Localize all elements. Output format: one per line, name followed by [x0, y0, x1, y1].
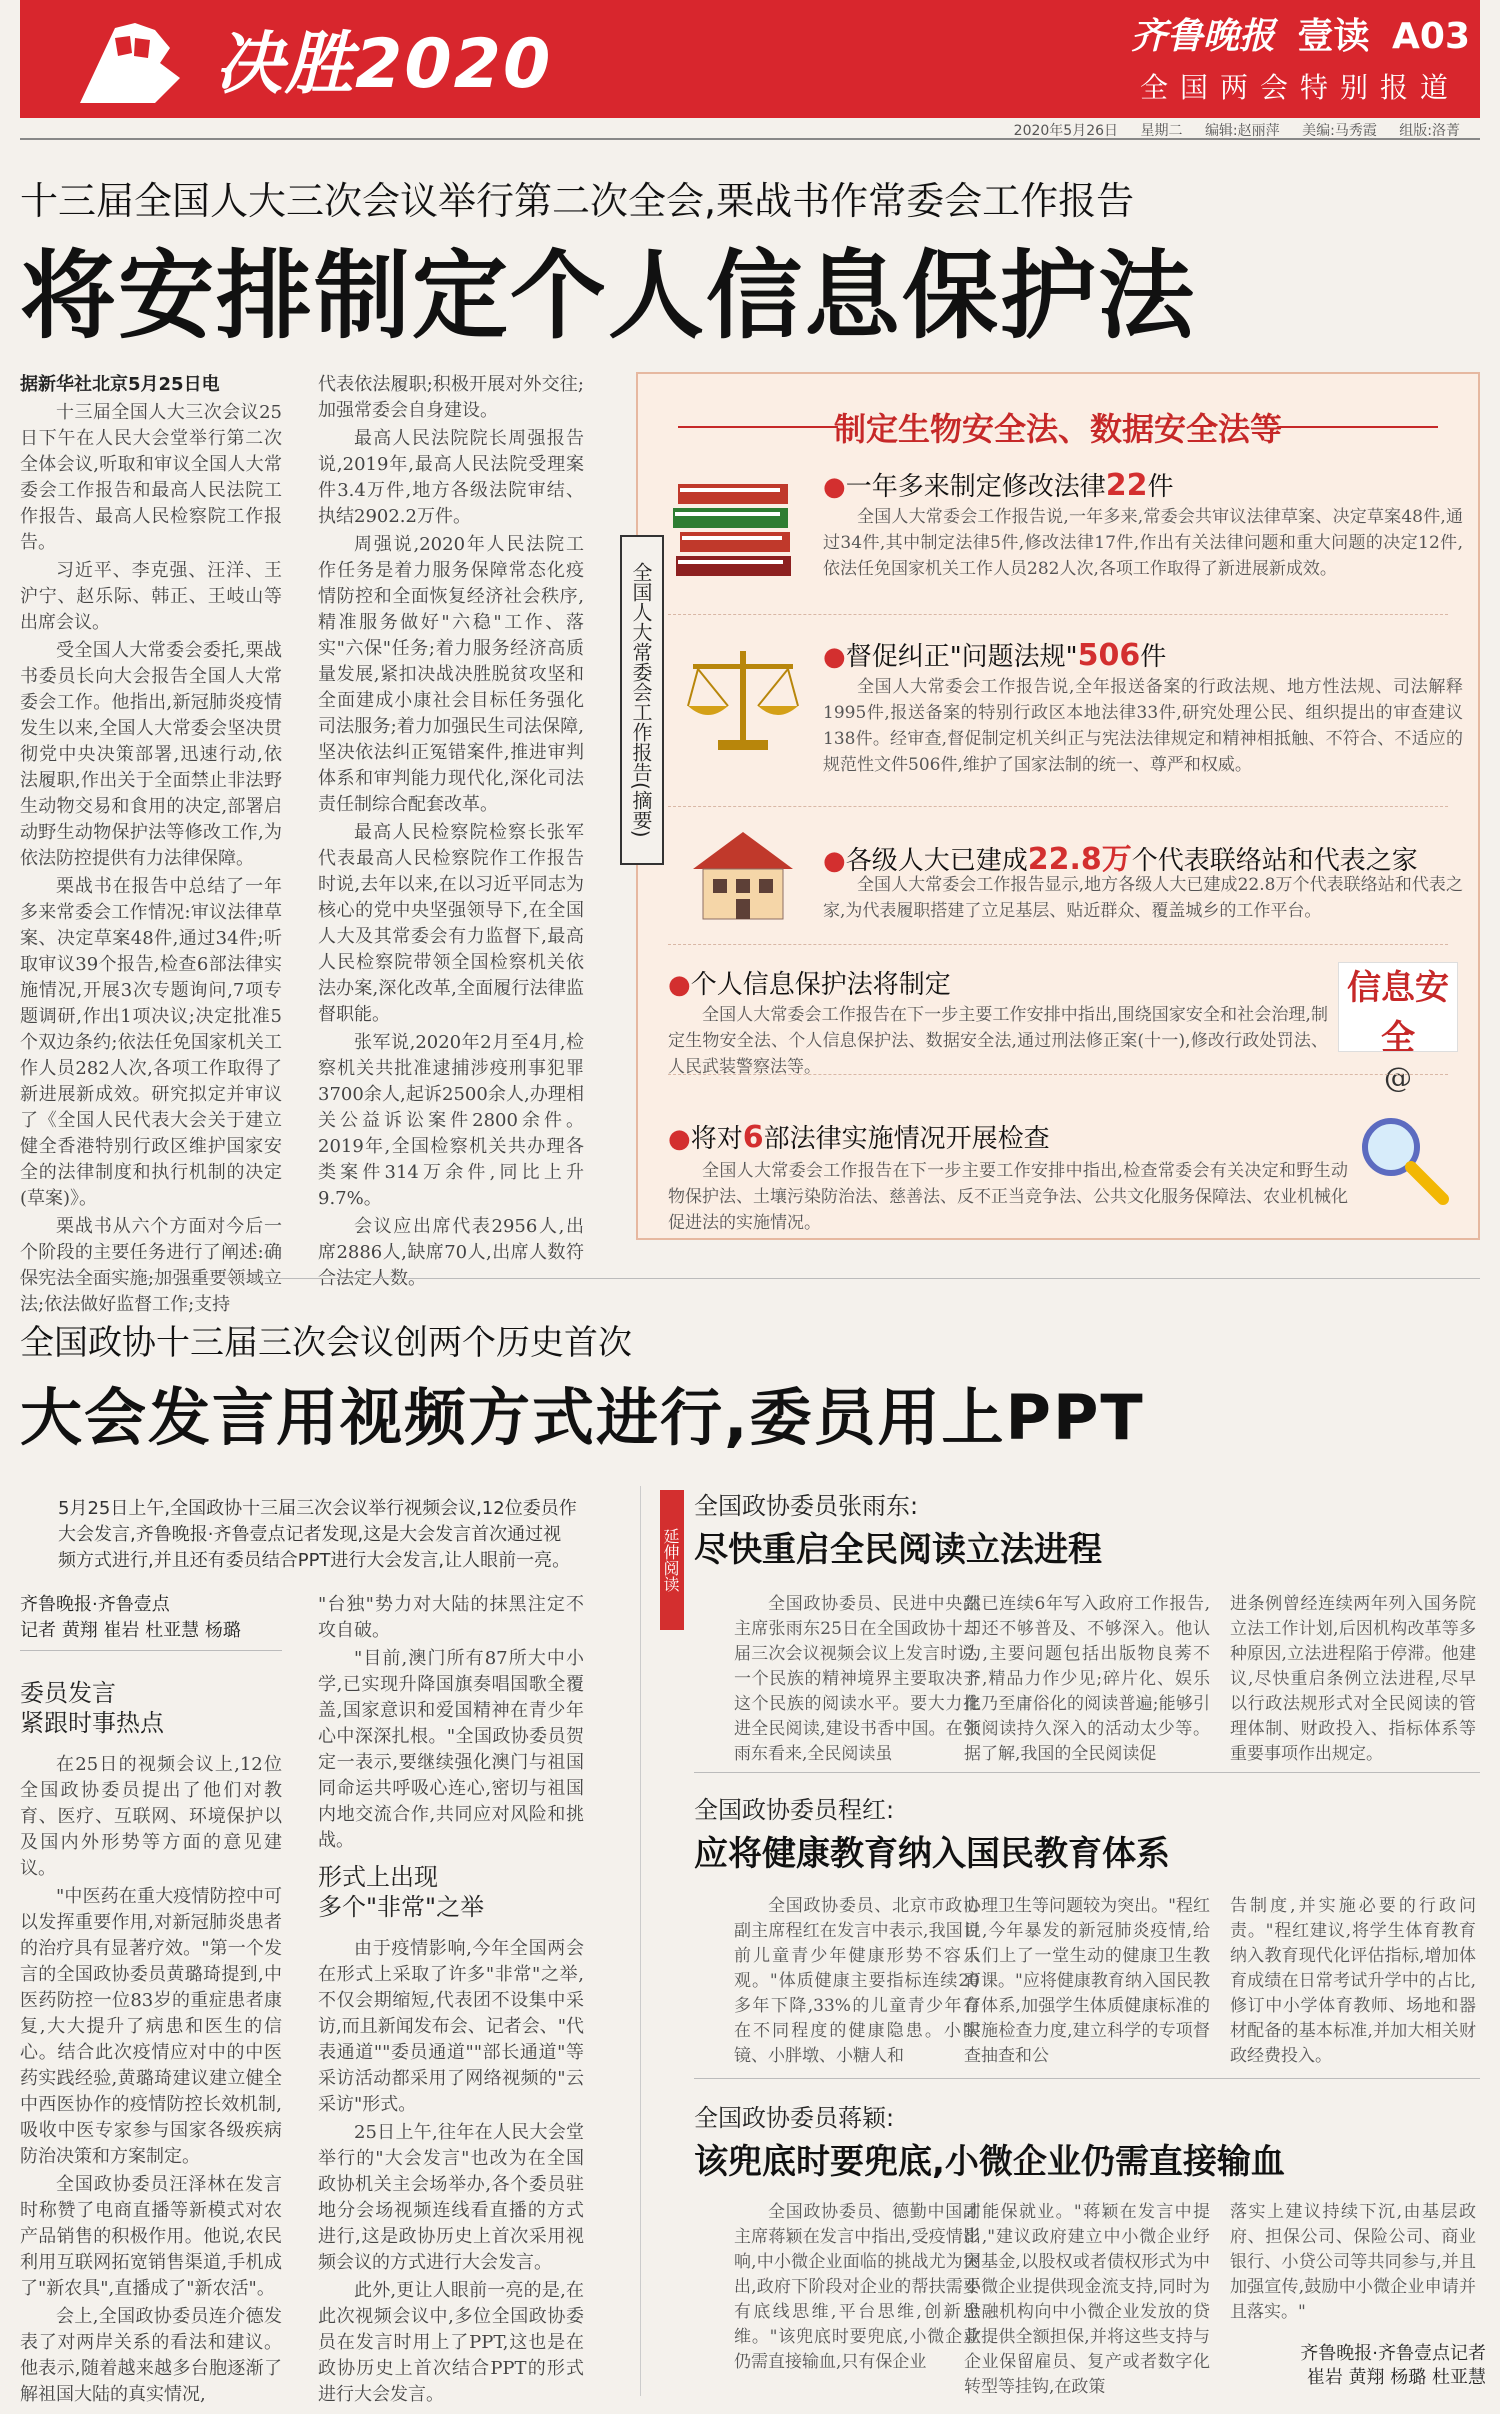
weekday: 星期二: [1140, 123, 1183, 139]
story1-kicker: 十三届全国人大三次会议举行第二次全会,栗战书作常委会工作报告: [20, 179, 1135, 223]
item-body: 全国人大常委会工作报告显示,地方各级人大已建成22.8万个代表联络站和代表之家,为代表履职搭建了立足基层、贴近群众、覆盖城乡的工作平台。: [823, 875, 1463, 921]
byline-outlet: 齐鲁晚报·齐鲁壹点: [20, 1594, 170, 1615]
item-heading: ●督促纠正"问题法规"506件: [823, 638, 1167, 673]
story1-column-2: [318, 372, 584, 1289]
masthead-subtitle: 全国两会特别报道: [1139, 71, 1460, 104]
item-heading: ●各级人大已建成22.8万个代表联络站和代表之家: [823, 842, 1418, 877]
art-editor: 美编:马秀霞: [1302, 123, 1377, 139]
paragraph: 在25日的视频会议上,12位全国政协委员提出了他们对教育、医疗、互联网、环境保护以及国内外形势等方面的意见建议。: [20, 1754, 282, 1879]
paragraph: "目前,澳门所有87所大中小学,已实现升降国旗奏唱国歌全覆盖,国家意识和爱国精神在青少年心中深深扎根。"全国政协委员贺定一表示,要继续强化澳门与祖国同命运共呼吸心连心,密切与祖国内地交流合作,共同应对风险和挑战。: [318, 1648, 584, 1851]
scales-of-justice-icon: [678, 636, 808, 756]
separator: [668, 614, 1448, 615]
paragraph: 受全国人大常委会委托,栗战书委员长向大会报告全国人大常委会工作。他指出,新冠肺炎疫情发生以来,全国人大常委会坚决贯彻党中央决策部署,迅速行动,依法履职,作出关于全面禁止非法野生动物交易和食用的决定,部署启动野生动物保护法等修改工作,为依法防控提供有力法律保障。: [20, 640, 282, 869]
info-security-badge: [1338, 962, 1458, 1094]
paragraph: 周强说,2020年人民法院工作任务是着力服务保障常态化疫情防控和全面恢复经济社会秩序,精准服务做好"六稳"工作、落实"六保"任务;着力服务经济高质量发展,紧扣决战决胜脱贫攻坚和全面建成小康社会目标任务强化司法服务;着力加强民生司法保障,坚决依法纠正冤错案件,推进审判体系和审判能力现代化,深化司法责任制综合配套改革。: [318, 534, 584, 815]
paragraph: "中医药在重大疫情防控中可以发挥重要作用,对新冠肺炎患者的治疗具有显著疗效。"第一个发言的全国政协委员黄璐琦提到,中医药防控一位83岁的重症患者康复,大大提升了病患和医生的信心。结合此次疫情应对中的中医药实践经验,黄璐琦建议建立健全中西医协作的疫情防控长效机制,吸收中医专家参与国家各级疾病防治决策和方案制定。: [20, 1886, 282, 2167]
sidebar-headline: 尽快重启全民阅读立法进程: [694, 1530, 1102, 1570]
extended-reading-tag: 延伸阅读: [660, 1490, 684, 1630]
item-body: 全国人大常委会工作报告说,全年报送备案的行政法规、地方性法规、司法解释1995件,报送备案的特别行政区本地法律33件,研究处理公民、组织提出的审查建议138件。经审查,督促制定机关纠正与宪法法律规定和精神相抵触、不符合、不适应的规范性文件506件,维护了国家法制的统一、尊严和权威。: [823, 677, 1463, 775]
at-sign-icon: @: [1384, 1061, 1412, 1094]
item-heading: ●个人信息保护法将制定: [668, 970, 951, 1000]
story2-byline: [20, 1592, 300, 1644]
sidebar-divider: [694, 1772, 1480, 1773]
story1-headline: 将安排制定个人信息保护法: [20, 240, 1196, 352]
magnifier-icon: [1353, 1109, 1453, 1209]
masthead: [20, 0, 1480, 118]
paragraph: 十三届全国人大三次会议25日下午在人民大会堂举行第二次全体会议,听取和审议全国人大常委会工作报告和最高人民法院工作报告、最高人民检察院工作报告。: [20, 402, 282, 553]
paragraph: 全国政协委员汪泽林在发言时称赞了电商直播等新模式对农产品销售的积极作用。他说,农民利用互联网拓宽销售渠道,手机成了"新农具",直播成了"新农活"。: [20, 2174, 282, 2299]
item-heading: ●将对6部法律实施情况开展检查: [668, 1120, 1050, 1155]
vertical-section-label: 全国人大常委会工作报告(摘要): [620, 535, 664, 865]
books-icon: [668, 474, 808, 584]
paragraph: "台独"势力对大陆的抹黑注定不攻自破。: [318, 1594, 584, 1641]
column-divider: [640, 1486, 641, 2396]
sidebar-kicker: 全国政协委员蒋颖:: [694, 2104, 895, 2132]
section-name: 壹读: [1297, 16, 1370, 57]
paragraph: 最高人民检察院检察长张军代表最高人民检察院作工作报告时说,去年以来,在以习近平同志为核心的党中央坚强领导下,在全国人大及其常委会有力监督下,最高人民检察院带领全国检察机关依法办案,深化改革,全面履行法律监督职能。: [318, 822, 584, 1025]
item-heading: ●一年多来制定修改法律22件: [823, 468, 1174, 503]
story2-headline: 大会发言用视频方式进行,委员用上PPT: [20, 1381, 1145, 1454]
story2-column-2a: [318, 1592, 584, 1852]
sidebar-kicker: 全国政协委员程红:: [694, 1796, 895, 1824]
separator: [668, 944, 1448, 945]
story2-kicker: 全国政协十三届三次会议创两个历史首次: [20, 1323, 632, 1363]
paragraph: 栗战书在报告中总结了一年多来常委会工作情况:审议法律草案、决定草案48件,通过34件;听取审议39个报告,检查6部法律实施情况,开展3次专题询问,7项专题调研,作出1项决议;决定批准5个双边条约;依法任免国家机关工作人员282人次,各项工作取得了新进展新成效。研究拟定并审议了《全国人民代表大会关于建立健全香港特别行政区维护国家安全的法律制度和执行机制的决定(草案)》。: [20, 876, 282, 1209]
sidebar-credit: 齐鲁晚报·齐鲁壹点记者 崔岩 黄翔 杨璐 杜亚慧: [1300, 2343, 1486, 2388]
paragraph: 栗战书从六个方面对今后一个阶段的主要任务进行了阐述:确保宪法全面实施;加强重要领域立法;依法做好监督工作;支持: [20, 1216, 282, 1315]
paragraph: 代表依法履职;积极开展对外交往;加强常委会自身建设。: [318, 374, 584, 421]
issue-date: 2020年5月26日: [1013, 123, 1119, 139]
sidebar-column: 落实上建议持续下沉,由基层政府、担保公司、保险公司、商业银行、小贷公司等共同参与,并且加强宣传,鼓励中小微企业申请并且落实。": [1230, 2202, 1476, 2322]
layout-editor: 组版:洛菁: [1399, 123, 1460, 139]
story1-column-1: [20, 372, 282, 1315]
sidebar-column: 全国政协委员、德勤中国副主席蒋颖在发言中指出,受疫情影响,中小微企业面临的挑战尤为突出,政府下阶段对企业的帮扶需要有底线思维,平台思维,创新思维。"该兜底时要兜底,小微企业仍需直接输血,只有保企业: [734, 2202, 980, 2372]
sidebar-column: 全国政协委员、民进中央副主席张雨东25日在全国政协十三届三次会议视频会议上发言时说,一个民族的精神境界主要取决于这个民族的阅读水平。要大力推进全民阅读,建设书香中国。在张雨东看来,全民阅读虽: [734, 1594, 980, 1764]
sidebar-headline: 应将健康教育纳入国民教育体系: [694, 1834, 1170, 1874]
house-icon: [688, 824, 798, 924]
item-body: 全国人大常委会工作报告说,一年多来,常委会共审议法律草案、决定草案48件,通过34件,其中制定法律5件,修改法律17件,作出有关法律问题和重大问题的决定12件,依法任免国家机关工作人员282人次,各项工作取得了新进展新成效。: [823, 507, 1463, 579]
paragraph: 此外,更让人眼前一亮的是,在此次视频会议中,多位全国政协委员在发言时用上了PPT,这也是在政协历史上首次结合PPT的形式进行大会发言。: [318, 2280, 584, 2405]
paragraph: 25日上午,往年在人民大会堂举行的"大会发言"也改为在全国政协机关主会场举办,各个委员驻地分会场视频连线看直播的方式进行,这是政协历史上首次采用视频会议的方式进行大会发言。: [318, 2122, 584, 2273]
item-body: 全国人大常委会工作报告在下一步主要工作安排中指出,围绕国家安全和社会治理,制定生物安全法、个人信息保护法、数据安全法,通过刑法修正案(十一),修改行政处罚法、人民武装警察法等。: [668, 1005, 1328, 1077]
story2-subhead-2: 形式上出现 多个"非常"之举: [318, 1863, 485, 1921]
sidebar-column: 告制度,并实施必要的行政问责。"程红建议,将学生体育教育纳入教育现代化评估指标,增加体育成绩在日常考试升学中的占比,修订中小学体育教师、场地和器材配备的基本标准,并加大相关财政经费投入。: [1230, 1896, 1476, 2066]
paragraph: 会议应出席代表2956人,出席2886人,缺席70人,出席人数符合法定人数。: [318, 1216, 584, 1289]
item-body: 全国人大常委会工作报告在下一步主要工作安排中指出,检查常委会有关决定和野生动物保护法、土壤污染防治法、慈善法、反不正当竞争法、公共文化服务保障法、农业机械化促进法的实施情况。: [668, 1161, 1348, 1233]
masthead-right: [1131, 8, 1470, 59]
sidebar-column: 全国政协委员、北京市政协副主席程红在发言中表示,我国目前儿童青少年健康形势不容乐观。"体质健康主要指标连续20多年下降,33%的儿童青少年存在不同程度的健康隐患。小眼镜、小胖墩、小糖人和: [734, 1896, 980, 2066]
editor: 编辑:赵丽萍: [1204, 123, 1280, 139]
byline-reporters: 记者 黄翔 崔岩 杜亚慧 杨璐: [20, 1620, 241, 1641]
story2-column-2b: [318, 1936, 584, 2405]
paragraph: 由于疫情影响,今年全国两会在形式上采取了许多"非常"之举,不仅会期缩短,代表团不设集中采访,而且新闻发布会、记者会、"代表通道""委员通道""部长通道"等采访活动都采用了网络视频的"云采访"形式。: [318, 1938, 584, 2115]
story2-lead: 5月25日上午,全国政协十三届三次会议举行视频会议,12位委员作大会发言,齐鲁晚报·齐鲁壹点记者发现,这是大会发言首次通过视频方式进行,并且还有委员结合PPT进行大会发言,让人眼前一亮。: [58, 1498, 577, 1571]
sidebar-column: 进条例曾经连续两年列入国务院立法工作计划,后因机构改革等多种原因,立法进程陷于停滞。他建议,尽快重启条例立法进程,尽早以行政法规形式对全民阅读的管理体制、财政投入、指标体系等重要事项作出规定。: [1230, 1594, 1476, 1764]
paragraph: 会上,全国政协委员连介德发表了对两岸关系的看法和建议。他表示,随着越来越多台胞逐渐了解祖国大陆的真实情况,: [20, 2306, 282, 2405]
paragraph: 最高人民法院院长周强报告说,2019年,最高人民法院受理案件3.4万件,地方各级法院审结、执结2902.2万件。: [318, 428, 584, 527]
dateline: [20, 120, 1480, 140]
sidebar-column: 然已连续6年写入政府工作报告,却还不够普及、不够深入。他认为,主要问题包括出版物良莠不齐,精品力作少见;碎片化、娱乐化乃至庸俗化的阅读普遍;能够引领阅读持久深入的活动太少等。据了解,我国的全民阅读促: [964, 1594, 1210, 1764]
paragraph: 张军说,2020年2月至4月,检察机关共批准逮捕涉疫刑事犯罪3700余人,起诉2500余人,办理相关公益诉讼案件2800余件。2019年,全国检察机关共办理各类案件314万余件,同比上升9.7%。: [318, 1032, 584, 1209]
badge-text: 信息安全: [1347, 968, 1449, 1058]
sidebar-divider: [694, 2078, 1480, 2079]
fist-logo-icon: [60, 8, 210, 112]
separator: [668, 806, 1448, 807]
byline-rule: [20, 1650, 282, 1651]
story2-subhead-1: 委员发言 紧跟时事热点: [20, 1679, 164, 1737]
sidebar-column: 心理卫生等问题较为突出。"程红说,今年暴发的新冠肺炎疫情,给人们上了一堂生动的健康卫生教育课。"应将健康教育纳入国民教育体系,加强学生体质健康标准的实施检查力度,建立科学的专项督查抽查和公: [964, 1896, 1210, 2066]
story1-dateline: 据新华社北京5月25日电: [20, 374, 220, 395]
paper-name: 齐鲁晚报: [1130, 15, 1275, 57]
sidebar-headline: 该兜底时要兜底,小微企业仍需直接输血: [694, 2142, 1285, 2182]
masthead-title: 决胜2020: [215, 25, 553, 104]
story2-column-1: [20, 1752, 282, 2405]
infobox-title: 制定生物安全法、数据安全法等: [833, 410, 1282, 448]
paragraph: 习近平、李克强、汪洋、王沪宁、赵乐际、韩正、王岐山等出席会议。: [20, 560, 282, 633]
section-divider: [20, 1278, 1480, 1279]
page-number: A03: [1392, 16, 1470, 57]
sidebar-kicker: 全国政协委员张雨东:: [694, 1492, 919, 1520]
infobox: [636, 372, 1480, 1240]
sidebar-column: 才能保就业。"蒋颖在发言中提出,"建议政府建立中小微企业纾困基金,以股权或者债权形式为中小微企业提供现金流支持,同时为金融机构向中小微企业发放的贷款提供全额担保,并将这些支持与企业保留雇员、复产或者数字化转型等挂钩,在政策: [964, 2202, 1210, 2397]
separator: [668, 1074, 1448, 1075]
